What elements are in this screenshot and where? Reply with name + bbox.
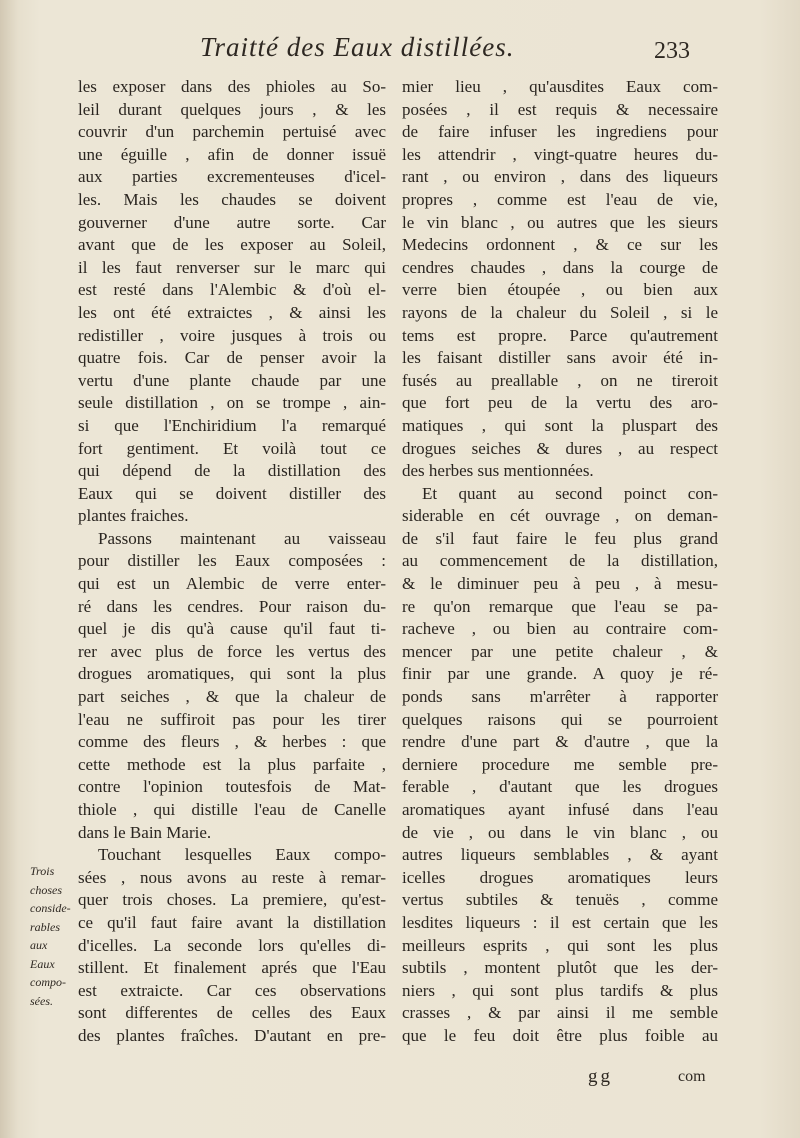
- text-line: icelles drogues aromatiques leurs: [402, 867, 718, 887]
- page-number: 233: [654, 38, 690, 64]
- text-line: sées , nous avons au reste à remar-: [78, 867, 386, 887]
- text-line: ré dans les cendres. Pour raison du-: [78, 596, 386, 616]
- text-line: que le feu doit être plus foible au: [402, 1025, 718, 1045]
- text-line: niers , qui sont plus tardifs & plus: [402, 980, 718, 1000]
- text-line: lesdites liqueurs : il est certain que les: [402, 912, 718, 932]
- text-line: rendre d'une part & d'autre , que la: [402, 732, 718, 752]
- left-text-column: [78, 76, 386, 1048]
- marginal-note-line: rables: [30, 919, 60, 934]
- marginal-note-line: choses: [30, 882, 62, 897]
- text-line: dans le Bain Marie.: [78, 822, 212, 842]
- text-line: posées , il est requis & necessaire: [402, 99, 718, 119]
- text-line: qui dépend de la distillation des: [78, 461, 386, 481]
- text-line: les. Mais les chaudes se doivent: [78, 189, 386, 209]
- text-line: autres liqueurs semblables , & ayant: [402, 845, 718, 865]
- text-line: quel je dis qu'à cause qu'il faut ti-: [78, 619, 386, 639]
- text-line: ponds sans m'arrêter à rapporter: [402, 687, 718, 707]
- marginal-note-line: aux: [30, 938, 48, 952]
- text-line: stillent. Et finalement aprés que l'Eau: [78, 958, 386, 978]
- text-line: plantes fraiches.: [78, 506, 189, 526]
- text-line: meilleurs esprits , qui sont les plus: [402, 935, 718, 955]
- text-line: tems est propre. Parce qu'autrement: [402, 325, 718, 345]
- text-line: matiques , qui sont la pluspart des: [402, 415, 718, 435]
- text-line: les exposer dans des phioles au So-: [78, 77, 386, 96]
- text-line: ce qu'il faut faire avant la distillation: [78, 912, 386, 932]
- text-line: derniere procedure me semble pre-: [402, 754, 718, 774]
- text-line: cendres chaudes , dans la courge de: [402, 257, 718, 277]
- text-line: rant , ou environ , dans des liqueurs: [402, 167, 718, 187]
- text-line: redistiller , voire jusques à trois ou: [78, 325, 386, 345]
- marginal-note-line: conside-: [30, 901, 71, 915]
- catchword: com: [678, 1068, 706, 1085]
- text-line: les ont été extraictes , & ainsi les: [78, 302, 386, 322]
- text-line: une éguille , afin de donner issuë: [78, 144, 386, 164]
- text-line: Eaux qui se doivent distiller des: [78, 483, 386, 503]
- marginal-note-line: sées.: [30, 993, 53, 1008]
- text-line: des herbes sus mentionnées.: [402, 461, 594, 481]
- text-line: mier lieu , qu'ausdites Eaux com-: [402, 77, 718, 96]
- text-line: est extraicte. Car ces observations: [78, 980, 386, 1000]
- signature-mark: gg: [588, 1066, 613, 1087]
- text-line: fort gentiment. Et voilà tout ce: [78, 438, 386, 458]
- text-line: Medecins ordonnent , & ce sur les: [402, 235, 718, 255]
- marginal-note: [30, 862, 72, 1010]
- text-line: rer avec plus de force les vertus des: [78, 641, 386, 661]
- text-line: avant que de les exposer au Soleil,: [78, 235, 386, 255]
- text-line: rayons de la chaleur du Soleil , si le: [402, 302, 718, 322]
- text-line: des plantes fraîches. D'autant en pre-: [78, 1025, 386, 1045]
- text-line: de vie , ou dans le vin blanc , ou: [402, 822, 718, 842]
- text-line: propres , comme est l'eau de vie,: [402, 189, 718, 209]
- text-line: vertus subtiles & tenuës , comme: [402, 890, 718, 910]
- text-line: cette methode est la plus parfaite ,: [78, 754, 386, 774]
- marginal-note-line: Eaux: [30, 956, 55, 971]
- text-line: crasses , & par ainsi il me semble: [402, 1003, 718, 1023]
- text-line: les faisant distiller sans avoir été in-: [402, 348, 718, 368]
- text-line: siderable en cét ouvrage , on deman-: [402, 506, 718, 526]
- text-line: si que l'Enchiridium l'a remarqué: [78, 415, 386, 435]
- text-line: de faire infuser les ingrediens pour: [402, 122, 718, 142]
- text-line: quer trois choses. La premiere, qu'est-: [78, 890, 386, 910]
- text-line: qui est un Alembic de verre enter-: [78, 574, 386, 594]
- text-line: part seiches , & que la chaleur de: [78, 687, 386, 707]
- text-line: finir par une grande. A quoy je ré-: [402, 664, 718, 684]
- text-line: Touchant lesquelles Eaux compo-: [98, 845, 386, 865]
- text-line: fusés au preallable , on ne tireroit: [402, 370, 718, 390]
- text-line: de s'il faut faire le feu plus grand: [402, 528, 718, 548]
- text-line: racheve , ou bien au contraire com-: [402, 619, 718, 639]
- text-line: mencer par une petite chaleur , &: [402, 641, 718, 661]
- text-line: subtils , montent plutôt que les der-: [402, 958, 718, 978]
- text-line: re qu'on remarque que l'eau se pa-: [402, 596, 718, 616]
- right-text-column: [402, 76, 718, 1048]
- marginal-note-line: Trois: [30, 864, 55, 878]
- text-line: que fort peu de la vertu des aro-: [402, 393, 718, 413]
- text-line: pour distiller les Eaux composées :: [78, 551, 386, 571]
- text-line: Passons maintenant au vaisseau: [98, 528, 386, 548]
- text-line: thiole , qui distille l'eau de Canelle: [78, 800, 386, 819]
- text-line: drogues seiches & dures , au respect: [402, 438, 718, 458]
- text-line: vertu d'une plante chaude par une: [78, 370, 386, 390]
- text-line: d'icelles. La seconde lors qu'elles di-: [78, 935, 386, 955]
- text-line: drogues aromatiques, qui sont la plus: [78, 664, 386, 684]
- text-line: sont differentes de celles des Eaux: [78, 1003, 386, 1023]
- text-line: quelques raisons qui se pourroient: [402, 709, 718, 729]
- marginal-note-line: compo-: [30, 975, 66, 989]
- text-line: & le diminuer peu à peu , à mesu-: [402, 574, 718, 594]
- text-line: quatre fois. Car de penser avoir la: [78, 348, 386, 368]
- text-line: ferable , d'autant que les drogues: [402, 777, 718, 797]
- text-line: les attendrir , vingt-quatre heures du-: [402, 144, 718, 164]
- text-line: aux parties excrementeuses d'icel-: [78, 167, 386, 187]
- text-line: comme des fleurs , & herbes : que: [78, 732, 386, 752]
- text-line: le vin blanc , ou autres que les sieurs: [402, 212, 718, 232]
- text-line: l'eau ne suffiroit pas pour les tirer: [78, 709, 386, 729]
- text-line: contre l'opinion toutesfois de Mat-: [78, 777, 386, 797]
- text-line: Et quant au second poinct con-: [422, 483, 718, 503]
- text-line: il les faut renverser sur le marc qui: [78, 257, 386, 277]
- text-line: aromatiques ayant infusé dans l'eau: [402, 800, 718, 819]
- text-line: gouverner d'une autre sorte. Car: [78, 212, 386, 232]
- text-line: est resté dans l'Alembic & d'où el-: [78, 280, 386, 300]
- text-line: leil durant quelques jours , & les: [78, 99, 386, 119]
- text-line: au commencement de la distillation,: [402, 551, 718, 571]
- running-title: Traitté des Eaux distillées.: [200, 32, 515, 62]
- text-line: seule distillation , on se trompe , ain-: [78, 393, 386, 413]
- text-line: couvrir d'un parchemin pertuisé avec: [78, 122, 386, 142]
- text-line: verre bien étoupée , ou bien aux: [402, 280, 718, 300]
